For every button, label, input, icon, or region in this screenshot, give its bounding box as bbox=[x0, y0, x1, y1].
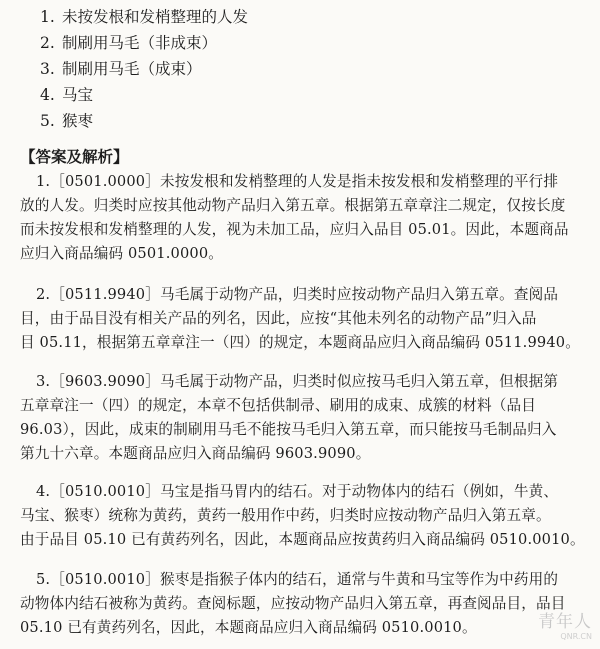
item-number: 3. bbox=[40, 60, 55, 78]
answer-paragraph-5 bbox=[20, 568, 598, 640]
answer-paragraph-4 bbox=[20, 480, 598, 552]
answer-paragraph-2 bbox=[20, 283, 598, 355]
question-item-4 bbox=[40, 84, 93, 106]
paragraph-line: 放的人发。归类时应按其他动物产品归入第五章。根据第五章章注二规定，仅按长度 bbox=[20, 197, 566, 214]
paragraph-line: 目，由于品目没有相关产品的列名，因此，应按“其他未列名的动物产品”归入品 bbox=[20, 310, 537, 327]
paragraph-line: 动物体内结石被称为黄药。查阅标题，应按动物产品归入第五章，再查阅品目，品目 bbox=[20, 595, 566, 612]
paragraph-line: 而未按发根和发梢整理的人发，视为未加工品，应归入品目 05.01。因此，本题商品 bbox=[20, 221, 569, 238]
item-text: 猴枣 bbox=[62, 112, 94, 130]
paragraph-line: 96.03），因此，成束的制刷用马毛不能按马毛归入第五章，而只能按马毛制品归入 bbox=[20, 421, 557, 438]
question-item-3 bbox=[40, 58, 202, 80]
paragraph-line: 目 05.11，根据第五章章注一（四）的规定，本题商品应归入商品编码 0511.9940。 bbox=[20, 334, 580, 351]
item-number: 2. bbox=[40, 34, 55, 52]
paragraph-line: 4.［0510.0010］马宝是指马胃内的结石。对于动物体内的结石（例如，牛黄、 bbox=[36, 483, 559, 500]
item-text: 马宝 bbox=[62, 86, 94, 104]
question-item-5 bbox=[40, 110, 93, 132]
watermark-site: QNR.CN bbox=[560, 632, 592, 641]
paragraph-line: 由于品目 05.10 已有黄药列名，因此，本题商品应按黄药归入商品编码 0510.0010。 bbox=[20, 531, 585, 548]
paragraph-line: 05.10 已有黄药列名，因此，本题商品应归入商品编码 0510.0010。 bbox=[20, 619, 477, 636]
paragraph-line: 1.［0501.0000］未按发根和发梢整理的人发是指未按发根和发梢整理的平行排 bbox=[36, 173, 559, 190]
item-text: 制刷用马毛（非成束） bbox=[62, 34, 218, 52]
item-number: 5. bbox=[40, 112, 55, 130]
paragraph-line: 2.［0511.9940］马毛属于动物产品，归类时应按动物产品归入第五章。查阅品 bbox=[36, 286, 559, 303]
paragraph-line: 3.［9603.9090］马毛属于动物产品，归类时似应按马毛归入第五章，但根据第 bbox=[36, 373, 559, 390]
paragraph-line: 应归入商品编码 0501.0000。 bbox=[20, 245, 224, 262]
answer-heading: 【答案及解析】 bbox=[20, 148, 129, 166]
watermark-logo bbox=[538, 607, 592, 641]
question-item-2 bbox=[40, 32, 217, 54]
item-number: 1. bbox=[40, 8, 55, 26]
item-text: 未按发根和发梢整理的人发 bbox=[62, 8, 249, 26]
paragraph-line: 五章章注一（四）的规定，本章不包括供制帚、刷用的成束、成簇的材料（品目 bbox=[20, 397, 537, 414]
watermark-text: 青年人 bbox=[538, 612, 592, 632]
paragraph-line: 第九十六章。本题商品应归入商品编码 9603.9090。 bbox=[20, 445, 371, 462]
answer-paragraph-3 bbox=[20, 370, 598, 466]
paragraph-line: 5.［0510.0010］猴枣是指猴子体内的结石，通常与牛黄和马宝等作为中药用的 bbox=[36, 571, 559, 588]
question-item-1 bbox=[40, 6, 248, 28]
paragraph-line: 马宝、猴枣）统称为黄药，黄药一般用作中药，归类时应按动物产品归入第五章。 bbox=[20, 507, 551, 524]
answer-paragraph-1 bbox=[20, 170, 598, 266]
item-text: 制刷用马毛（成束） bbox=[62, 60, 202, 78]
item-number: 4. bbox=[40, 86, 55, 104]
